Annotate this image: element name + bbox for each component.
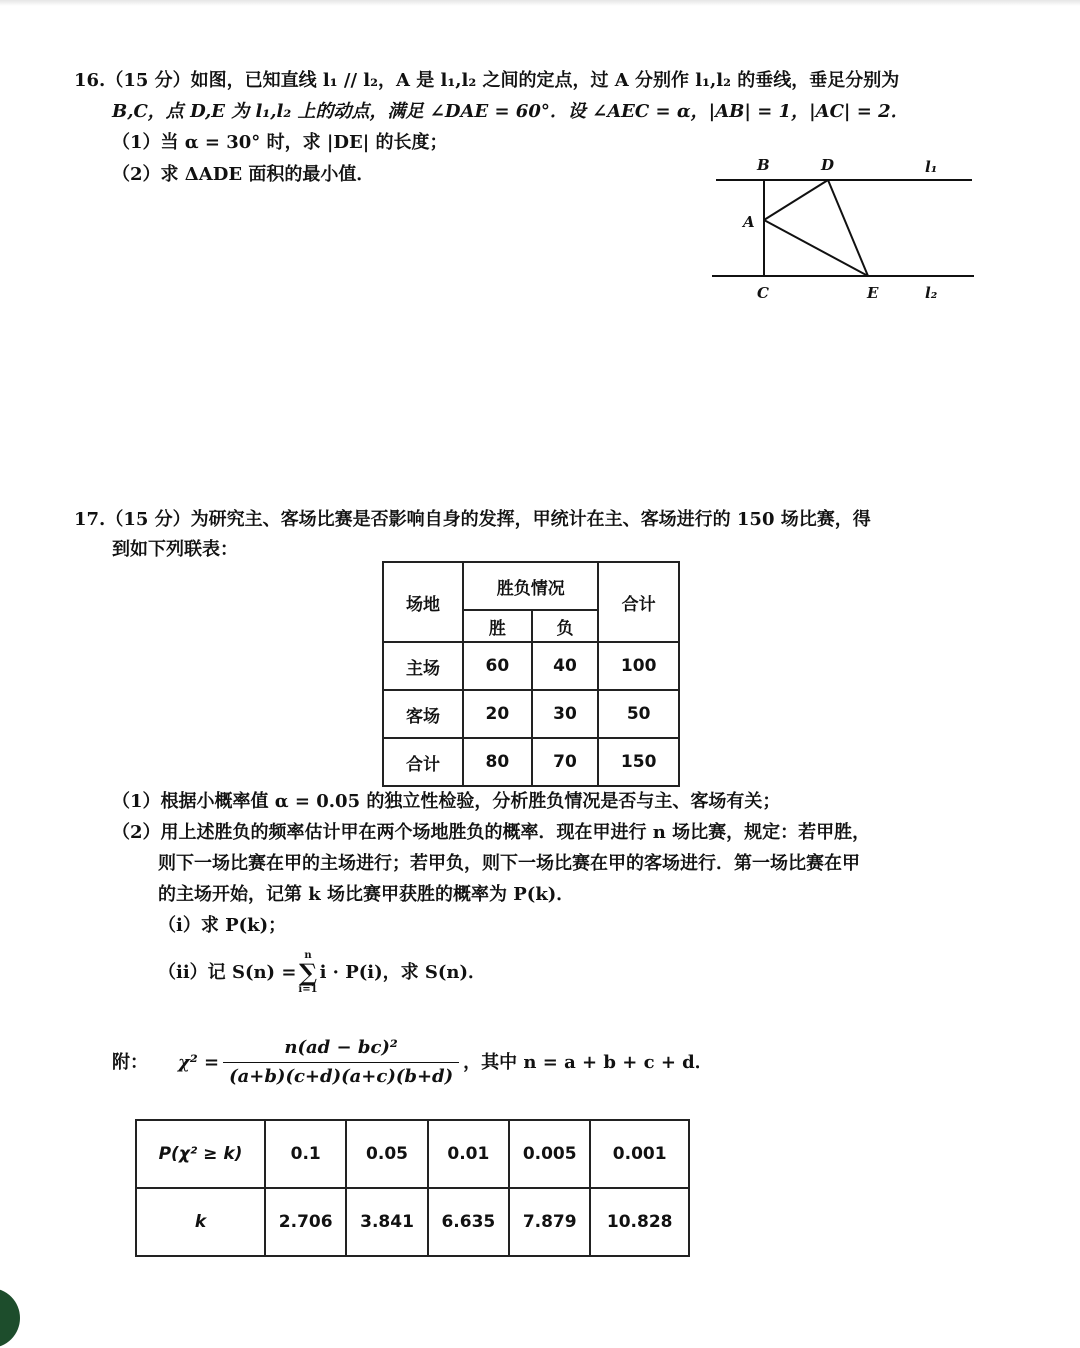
k-value: 7.879 [509, 1188, 590, 1256]
q16-part1: （1）当 α = 30° 时，求 |DE| 的长度； [112, 132, 448, 153]
q17-part1: （1）根据小概率值 α = 0.05 的独立性检验，分析胜负情况是否与主、客场有关； [112, 791, 781, 812]
p-value: 0.01 [428, 1120, 509, 1188]
sub2-suffix: i · P(i)，求 S(n)． [319, 962, 486, 983]
q17-line1: 17.（15 分）为研究主、客场比赛是否影响自身的发挥，甲统计在主、客场进行的 150 场比赛，得 [74, 509, 871, 530]
chi-fraction [223, 1036, 459, 1089]
page-top-shadow [0, 0, 1080, 6]
label-a: A [743, 213, 755, 231]
label-d: D [821, 156, 835, 174]
q17-part2-a: （2）用上述胜负的频率估计甲在两个场地胜负的概率．现在甲进行 n 场比赛，规定：若甲胜， [112, 822, 871, 843]
chi-denominator: (a+b)(c+d)(a+c)(b+d) [229, 1066, 454, 1087]
contingency-table [382, 561, 680, 787]
appendix-formula [112, 1036, 713, 1089]
header-venue: 场地 [383, 562, 463, 642]
table-row [383, 642, 679, 690]
header-result: 胜负情况 [463, 562, 598, 610]
q16-line2: B,C，点 D,E 为 l₁,l₂ 上的动点，满足 ∠DAE = 60°．设 ∠AEC = α，|AB| = 1，|AC| = 2． [112, 101, 909, 122]
p-label: P(χ² ≥ k) [136, 1120, 265, 1188]
chi-numerator: n(ad − bc)² [223, 1036, 459, 1063]
sub2-prefix: （ii）记 S(n) = [158, 962, 297, 983]
label-l2: l₂ [925, 284, 938, 302]
segment-ae [764, 220, 868, 276]
cell-win: 80 [463, 738, 532, 786]
k-value: 2.706 [265, 1188, 346, 1256]
row-name: 合计 [383, 738, 463, 786]
cell-lose: 40 [532, 642, 599, 690]
cell-win: 20 [463, 690, 532, 738]
header-lose: 负 [532, 610, 599, 642]
chi-tail: ，其中 n = a + b + c + d． [463, 1051, 713, 1073]
summation [298, 950, 317, 996]
segment-ad [764, 180, 828, 220]
cell-total: 50 [598, 690, 679, 738]
q16-part2: （2）求 ΔADE 面积的最小值． [112, 164, 375, 185]
p-value: 0.05 [346, 1120, 427, 1188]
k-value: 10.828 [590, 1188, 689, 1256]
p-value: 0.1 [265, 1120, 346, 1188]
q16-figure [700, 150, 990, 310]
label-l1: l₁ [925, 158, 938, 176]
appendix-label: 附： [112, 1051, 148, 1073]
k-value: 6.635 [428, 1188, 509, 1256]
sum-upper-limit: n [304, 950, 312, 961]
row-name: 主场 [383, 642, 463, 690]
cell-lose: 30 [532, 690, 599, 738]
corner-decoration [0, 1288, 20, 1348]
chi-lhs: χ² = [178, 1051, 220, 1073]
cell-win: 60 [463, 642, 532, 690]
table-row [383, 690, 679, 738]
header-total: 合计 [598, 562, 679, 642]
q17-part2-b: 则下一场比赛在甲的主场进行；若甲负，则下一场比赛在甲的客场进行．第一场比赛在甲 [158, 853, 860, 874]
q16-line1: 16.（15 分）如图，已知直线 l₁ // l₂，A 是 l₁,l₂ 之间的定点，过 A 分别作 l₁,l₂ 的垂线，垂足分别为 [74, 70, 900, 91]
label-e: E [867, 284, 879, 302]
critical-value-table [135, 1119, 690, 1257]
label-b: B [757, 156, 770, 174]
label-c: C [757, 284, 769, 302]
sum-lower-limit: i=1 [298, 984, 318, 995]
q17-sub2 [158, 950, 486, 996]
sum-symbol: ∑ [298, 958, 318, 987]
cell-lose: 70 [532, 738, 599, 786]
p-value: 0.005 [509, 1120, 590, 1188]
q17-sub1: （i）求 P(k)； [158, 915, 287, 936]
segment-de [828, 180, 868, 276]
q17-line2: 到如下列联表： [112, 539, 238, 560]
p-value: 0.001 [590, 1120, 689, 1188]
cell-total: 150 [598, 738, 679, 786]
header-win: 胜 [463, 610, 532, 642]
row-name: 客场 [383, 690, 463, 738]
cell-total: 100 [598, 642, 679, 690]
table-row [383, 738, 679, 786]
k-label: k [136, 1188, 265, 1256]
k-value: 3.841 [346, 1188, 427, 1256]
q17-part2-c: 的主场开始，记第 k 场比赛甲获胜的概率为 P(k)． [158, 884, 575, 905]
